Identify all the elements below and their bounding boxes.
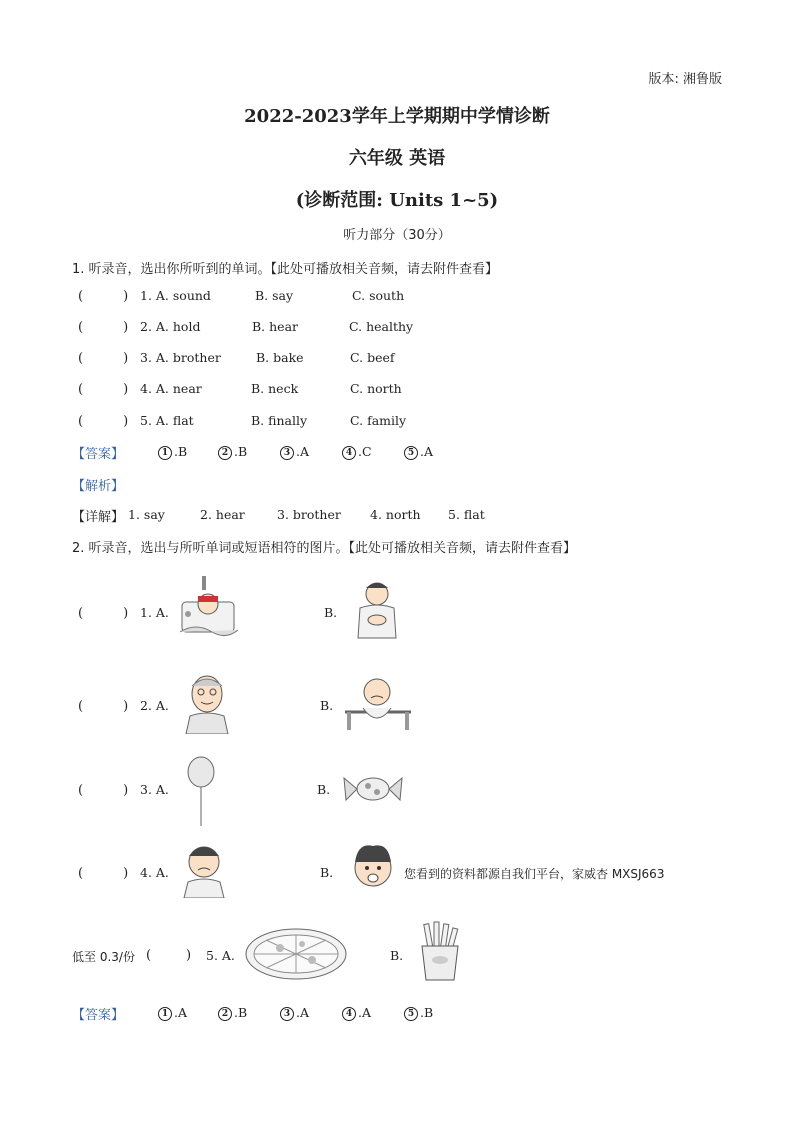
q2-row: ( ) 4. A. B. bbox=[78, 865, 334, 881]
q2-row: ( ) 3. A. B. bbox=[78, 782, 331, 798]
edition-label: 版本: 湘鲁版 bbox=[648, 72, 722, 87]
q1-row: ( ) 3. A. brother B. bake C. beef bbox=[78, 350, 395, 366]
q2-row: ( ) 1. A. B. bbox=[78, 605, 338, 621]
q2-prompt: 2. 听录音，选出与所听单词或短语相符的图片。【此处可播放相关音频，请去附件查看】 bbox=[72, 541, 577, 556]
exam-scope: (诊断范围: Units 1~5) bbox=[295, 190, 499, 211]
q2-row: 低至 0.3/份 ( ) 5. A. B. bbox=[72, 948, 404, 964]
happy-boy-picture bbox=[348, 838, 398, 900]
q1-row: ( ) 1. A. sound B. say C. south bbox=[78, 288, 405, 304]
stomachache-boy-picture bbox=[352, 578, 402, 642]
watermark-text: 您看到的资料都源自我们平台，家威杏 MXSJ663 bbox=[404, 867, 665, 881]
french-fries-picture bbox=[414, 920, 466, 982]
exam-title: 2022-2023学年上学期期中学情诊断 bbox=[244, 106, 550, 127]
q1-row: ( ) 2. A. hold B. hear C. healthy bbox=[78, 319, 414, 335]
pizza-picture bbox=[244, 926, 348, 982]
balloon-picture bbox=[186, 756, 216, 828]
crying-baby-picture bbox=[343, 672, 413, 734]
q1-details: 【详解】 1. say 2. hear 3. brother 4. north 5. flat bbox=[72, 507, 485, 525]
q1-row: ( ) 5. A. flat B. finally C. family bbox=[78, 413, 407, 429]
analysis-tag: 【解析】 bbox=[72, 479, 125, 494]
grade-subject: 六年级 英语 bbox=[348, 148, 446, 169]
candy-picture bbox=[342, 774, 404, 804]
q2-answers: 【答案】 1 .A 2 .B 3 .A 4 .A 5 .B bbox=[72, 1005, 434, 1023]
grandfather-picture bbox=[180, 670, 234, 734]
q1-prompt: 1. 听录音，选出你所听到的单词。【此处可播放相关音频，请去附件查看】 bbox=[72, 262, 499, 277]
q1-row: ( ) 4. A. near B. neck C. north bbox=[78, 381, 402, 397]
section-heading: 听力部分（30分） bbox=[343, 228, 451, 243]
q2-row: ( ) 2. A. B. bbox=[78, 698, 334, 714]
sick-in-bed-picture bbox=[176, 574, 240, 642]
lamp-icon bbox=[202, 576, 206, 590]
sad-boy-picture bbox=[178, 840, 230, 898]
q1-answers: 【答案】 1 .B 2 .B 3 .A 4 .C 5 .A bbox=[72, 444, 434, 462]
